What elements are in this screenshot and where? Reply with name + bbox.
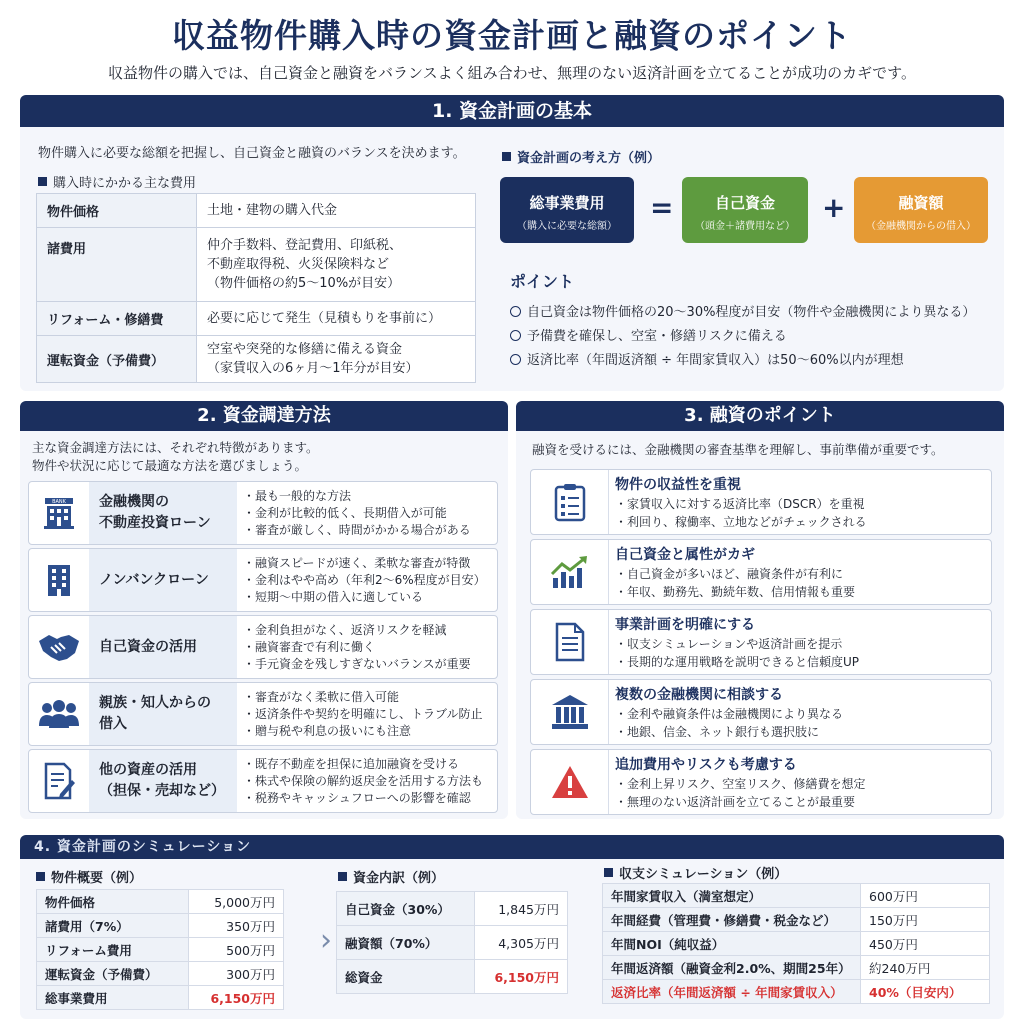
row-key: 物件価格 <box>37 890 189 914</box>
table-row <box>37 336 476 383</box>
section-simulation <box>20 835 1004 1019</box>
cost-table <box>36 193 476 383</box>
tip-title: 複数の金融機関に相談する <box>615 687 783 703</box>
tip-desc: ・家賃収入に対する返済比率（DSCR）を重視 ・利回り、稼働率、立地などがチェックされる <box>615 497 867 529</box>
document-pen-icon <box>29 750 89 812</box>
square-bullet-icon <box>338 872 347 881</box>
own-funds-title: 自己資金 <box>714 194 775 212</box>
breakdown-table <box>336 891 568 994</box>
circle-bullet-icon <box>510 306 521 317</box>
tip-desc: ・収支シミュレーションや返済計画を提示 ・長期的な運用戦略を説明できると信頼度UP <box>615 637 860 669</box>
list-item: 予備費を確保し、空室・修繕リスクに備える <box>510 325 975 349</box>
list-item: 返済比率（年間返済額 ÷ 年間家賃収入）は50～60%以内が理想 <box>510 349 975 373</box>
row-value: 500万円 <box>188 938 283 962</box>
section-3-header: 3. 融資のポイント <box>516 401 1004 431</box>
tip-card <box>530 469 992 535</box>
table-row <box>337 892 568 926</box>
square-bullet-icon <box>36 872 45 881</box>
section-1-intro: 物件購入に必要な総額を把握し、自己資金と融資のバランスを決めます。 <box>38 146 466 161</box>
overview-label: 物件概要（例） <box>36 867 142 886</box>
row-value: 300万円 <box>188 962 283 986</box>
section-funding-methods <box>20 401 508 819</box>
row-key: リフォーム費用 <box>37 938 189 962</box>
loan-box <box>854 177 988 243</box>
square-bullet-icon <box>38 177 47 186</box>
tip-card <box>530 749 992 815</box>
row-key: 年間経費（管理費・修繕費・税金など） <box>603 908 861 932</box>
table-row <box>603 956 990 980</box>
concept-label: 資金計画の考え方（例） <box>502 147 660 166</box>
method-card <box>28 615 498 679</box>
tip-desc: ・自己資金が多いほど、融資条件が有利に ・年収、勤務先、勤続年数、信用情報も重要 <box>615 567 856 599</box>
growth-chart-icon <box>531 540 609 604</box>
cost-key: 物件価格 <box>37 194 197 228</box>
table-row <box>37 228 476 302</box>
row-value: 1,845万円 <box>475 892 568 926</box>
method-card <box>28 481 498 545</box>
table-row <box>37 962 284 986</box>
method-card <box>28 682 498 746</box>
table-row <box>37 194 476 228</box>
tip-title: 追加費用やリスクも考慮する <box>615 757 797 773</box>
tip-card <box>530 539 992 605</box>
row-key: 諸費用（7%） <box>37 914 189 938</box>
cost-value: 土地・建物の購入代金 <box>197 194 476 228</box>
table-row <box>337 926 568 960</box>
circle-bullet-icon <box>510 330 521 341</box>
square-bullet-icon <box>502 152 511 161</box>
loan-sub: （金融機関からの借入） <box>866 221 976 232</box>
section-loan-points <box>516 401 1004 819</box>
sim-label: 収支シミュレーション（例） <box>604 863 787 882</box>
circle-bullet-icon <box>510 354 521 365</box>
cost-value: 仲介手数料、登記費用、印紙税、 不動産取得税、火災保険料など （物件価格の約5～10%が目安） <box>197 228 476 302</box>
total-cost-box <box>500 177 634 243</box>
chevron-right-icon: › <box>320 923 332 958</box>
simulation-table <box>602 883 990 1004</box>
method-name: 親族・知人からの 借入 <box>89 683 237 745</box>
page-title: 収益物件購入時の資金計画と融資のポイント <box>172 16 852 55</box>
total-cost-title: 総事業費用 <box>529 194 605 212</box>
section-fund-plan-basics <box>20 95 1004 391</box>
table-row <box>603 908 990 932</box>
section-2-intro: 主な資金調達方法には、それぞれ特徴があります。 物件や状況に応じて最適な方法を選びましょう。 <box>32 440 319 473</box>
overview-table <box>36 889 284 1010</box>
page-subtitle: 収益物件の購入では、自己資金と融資をバランスよく組み合わせ、無理のない返済計画を立てることが成功のカギです。 <box>108 64 916 82</box>
method-desc: ・審査がなく柔軟に借入可能 ・返済条件や契約を明確にし、トラブル防止 ・贈与税や利息の扱いにも注意 <box>243 690 483 738</box>
tip-title: 自己資金と属性がカギ <box>615 547 755 563</box>
breakdown-label: 資金内訳（例） <box>338 867 444 886</box>
building-icon <box>29 549 89 611</box>
cost-key: リフォーム・修繕費 <box>37 302 197 336</box>
tip-title: 物件の収益性を重視 <box>615 477 741 493</box>
method-desc: ・既存不動産を担保に追加融資を受ける ・株式や保険の解約返戻金を活用する方法も ・税務やキャッシュフローへの影響を確認 <box>243 757 484 805</box>
document-icon <box>531 610 609 674</box>
method-card <box>28 548 498 612</box>
costs-label: 購入時にかかる主な費用 <box>38 172 196 191</box>
method-name: 自己資金の活用 <box>89 616 237 678</box>
method-card <box>28 749 498 813</box>
loan-title: 融資額 <box>898 194 944 212</box>
table-row <box>37 938 284 962</box>
table-row <box>603 980 990 1004</box>
row-value: 350万円 <box>188 914 283 938</box>
handshake-icon <box>29 616 89 678</box>
row-value: 450万円 <box>861 932 990 956</box>
cost-value: 必要に応じて発生（見積もりを事前に） <box>197 302 476 336</box>
row-value: 150万円 <box>861 908 990 932</box>
row-key: 総資金 <box>337 960 475 994</box>
square-bullet-icon <box>604 868 613 877</box>
tip-title: 事業計画を明確にする <box>615 617 755 633</box>
row-value: 5,000万円 <box>188 890 283 914</box>
table-row <box>37 986 284 1010</box>
svg-text:BANK: BANK <box>52 499 66 505</box>
tip-card <box>530 679 992 745</box>
list-item: 自己資金は物件価格の20～30%程度が目安（物件や金融機関により異なる） <box>510 301 975 325</box>
cost-key: 諸費用 <box>37 228 197 302</box>
row-value: 6,150万円 <box>475 960 568 994</box>
row-key: 融資額（70%） <box>337 926 475 960</box>
points-title: ポイント <box>510 272 575 291</box>
tip-desc: ・金利や融資条件は金融機関により異なる ・地銀、信金、ネット銀行も選択肢に <box>615 707 844 739</box>
equals-sign: = <box>650 191 674 224</box>
bank-building-icon <box>531 680 609 744</box>
own-funds-sub: （頭金＋諸費用など） <box>695 221 795 232</box>
method-desc: ・融資スピードが速く、柔軟な審査が特徴 ・金利はやや高め（年利2～6%程度が目安） ・短期～中期の借入に適している <box>243 556 486 604</box>
row-value: 600万円 <box>861 884 990 908</box>
people-icon <box>29 683 89 745</box>
method-name: ノンバンクローン <box>89 549 237 611</box>
row-value: 約240万円 <box>861 956 990 980</box>
warning-icon <box>531 750 609 814</box>
tip-card <box>530 609 992 675</box>
section-4-header: 4. 資金計画のシミュレーション <box>20 835 1004 859</box>
table-row <box>603 932 990 956</box>
row-key: 運転資金（予備費） <box>37 962 189 986</box>
method-desc: ・金利負担がなく、返済リスクを軽減 ・融資審査で有利に働く ・手元資金を残しすぎないバランスが重要 <box>243 623 471 671</box>
row-value: 40%（目安内） <box>861 980 990 1004</box>
table-row <box>337 960 568 994</box>
section-1-header: 1. 資金計画の基本 <box>20 95 1004 127</box>
points-list <box>510 301 975 373</box>
row-key: 返済比率（年間返済額 ÷ 年間家賃収入） <box>603 980 861 1004</box>
method-name: 他の資産の活用 （担保・売却など） <box>89 750 237 812</box>
row-key: 年間NOI（純収益） <box>603 932 861 956</box>
row-key: 年間家賃収入（満室想定） <box>603 884 861 908</box>
tip-desc: ・金利上昇リスク、空室リスク、修繕費を想定 ・無理のない返済計画を立てることが最重要 <box>615 777 866 809</box>
method-desc: ・最も一般的な方法 ・金利が比較的低く、長期借入が可能 ・審査が厳しく、時間がかかる場合がある <box>243 489 471 537</box>
row-value: 6,150万円 <box>188 986 283 1010</box>
cost-key: 運転資金（予備費） <box>37 336 197 383</box>
table-row <box>37 914 284 938</box>
total-cost-sub: （購入に必要な総額） <box>517 221 617 232</box>
bank-icon <box>29 482 89 544</box>
row-key: 年間返済額（融資金利2.0%、期間25年） <box>603 956 861 980</box>
table-row <box>603 884 990 908</box>
table-row <box>37 890 284 914</box>
row-value: 4,305万円 <box>475 926 568 960</box>
method-name: 金融機関の 不動産投資ローン <box>89 482 237 544</box>
row-key: 総事業費用 <box>37 986 189 1010</box>
own-funds-box <box>682 177 808 243</box>
section-3-intro: 融資を受けるには、金融機関の審査基準を理解し、事前準備が重要です。 <box>532 442 944 457</box>
plus-sign: + <box>822 191 846 224</box>
section-2-header: 2. 資金調達方法 <box>20 401 508 431</box>
row-key: 自己資金（30%） <box>337 892 475 926</box>
cost-value: 空室や突発的な修繕に備える資金 （家賃収入の6ヶ月～1年分が目安） <box>197 336 476 383</box>
clipboard-icon <box>531 470 609 534</box>
table-row <box>37 302 476 336</box>
